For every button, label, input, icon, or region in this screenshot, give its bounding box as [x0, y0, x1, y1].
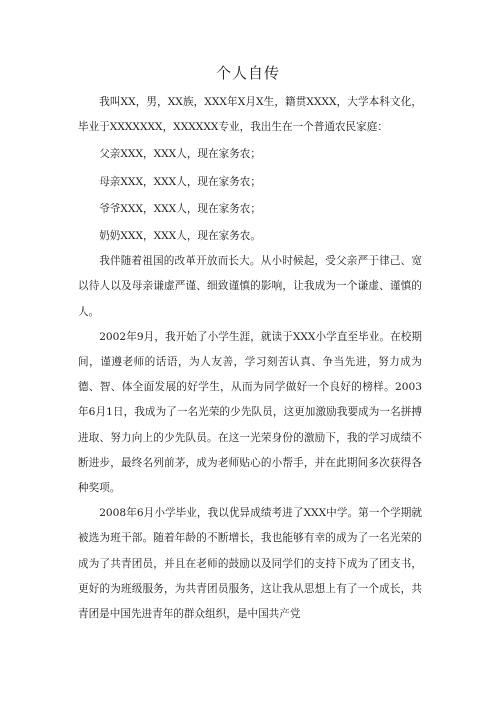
paragraph-upbringing: 我伴随着祖国的改革开放而长大。从小时候起，受父亲严于律己、宽以待人以及母亲谦虚严谨、细致谨慎的影响，让我成为一个谦虚、谨慎的人。: [78, 255, 422, 318]
family-line-grandmother: 奶奶XXX，XXX人，现在家务农。: [99, 230, 261, 243]
family-line-father: 父亲XXX，XXX人，现在家务农；: [99, 148, 261, 161]
paragraph-primary-school: 2002年9月，我开始了小学生涯，就读于XXX小学直至毕业。在校期间，谨遵老师的话语，为人友善，学习刻苦认真、争当先进，努力成为德、智、体全面发展的好学生，从而为同学做好一个良好的榜样。2003年6月1日，我成为了一名光荣的少先队员，这更加激励我要成为一名拼搏进取、努力向上的少先队员。在这一光荣身份的激励下，我的学习成绩不断进步，最终名列前茅，成为老师贴心的小帮手，并在此期间多次获得各种奖项。: [78, 330, 422, 495]
family-line-mother: 母亲XXX，XXX人，现在家务农；: [99, 175, 261, 188]
document-title: 个人自传: [215, 64, 280, 82]
document-body: [78, 90, 422, 627]
intro-paragraph: 我叫XX，男，XX族，XXX年X月X生，籍贯XXXX，大学本科文化，毕业于XXXXXXX，XXXXXX专业，我出生在一个普通农民家庭：: [78, 96, 422, 134]
family-line-grandfather: 爷爷XXX，XXX人，现在家务农；: [99, 202, 261, 215]
paragraph-middle-school: 2008年6月小学毕业，我以优异成绩考进了XXX中学。第一个学期就被选为班干部。随着年龄的不断增长，我也能够有幸的成为了一名光荣的成为了共青团员，并且在老师的鼓励以及同学们的支持下成为了团支书，更好的为班级服务，为共青团员服务，这让我从思想上有了一个成长，共青团是中国先进青年的群众组织，是中国共产党: [78, 507, 422, 621]
